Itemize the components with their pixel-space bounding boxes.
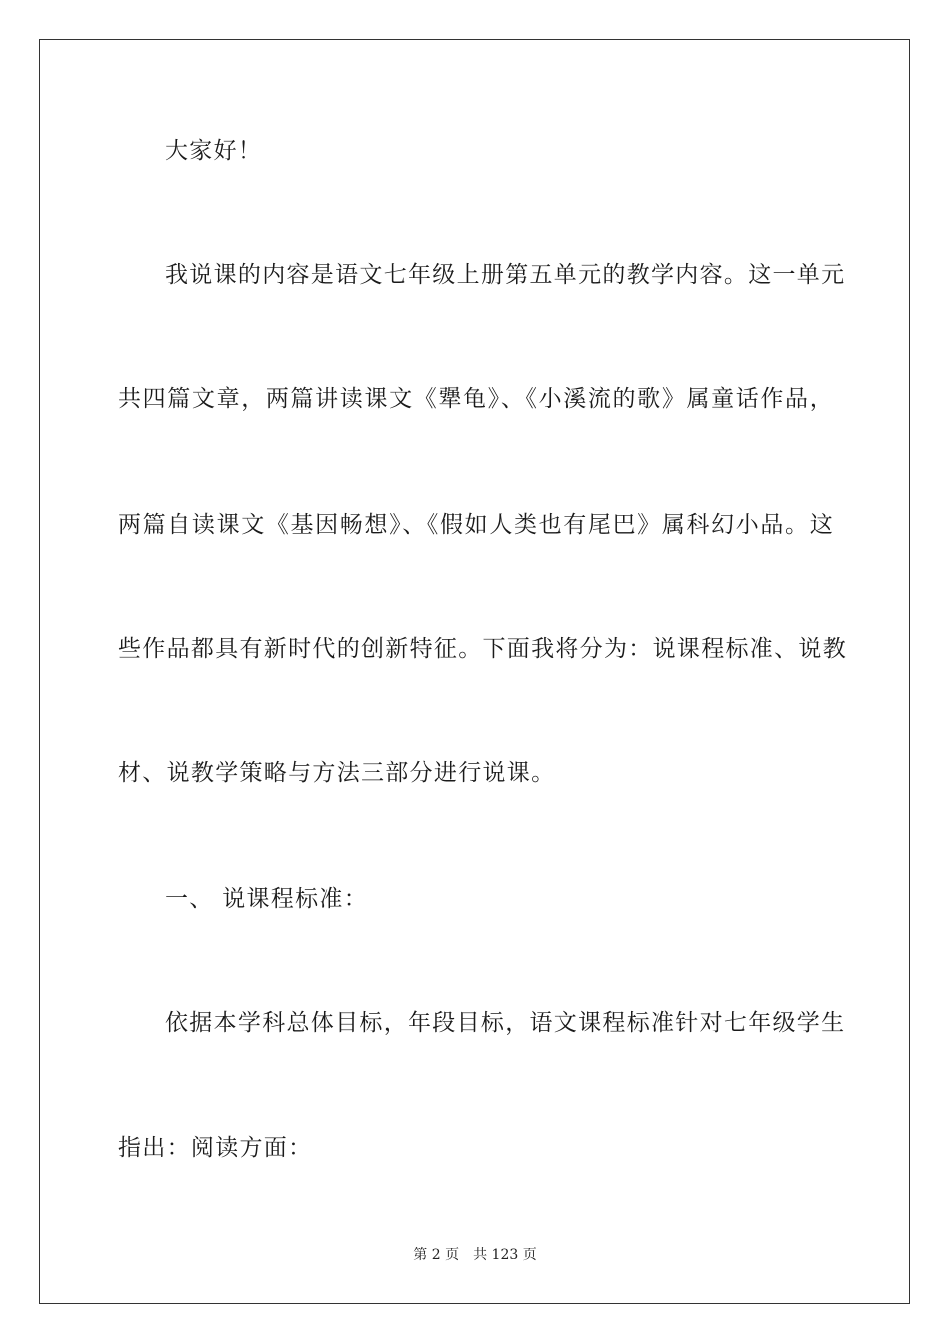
page-footer <box>0 1246 950 1264</box>
section-heading: 一、 说课程标准： <box>165 886 369 912</box>
paragraph-line: 两篇自读课文《基因畅想》、《假如人类也有尾巴》属科幻小品。这 <box>118 512 834 538</box>
paragraph-line: 我说课的内容是语文七年级上册第五单元的教学内容。这一单元 <box>165 262 846 288</box>
total-pages: 共 123 页 <box>473 1247 537 1263</box>
paragraph-line: 指出：阅读方面： <box>118 1135 313 1161</box>
paragraph-line: 依据本学科总体目标，年段目标，语文课程标准针对七年级学生 <box>165 1010 846 1036</box>
page-border <box>39 39 910 1304</box>
greeting-line: 大家好！ <box>165 138 263 164</box>
page-number: 第 2 页 <box>413 1247 460 1263</box>
paragraph-line: 共四篇文章，两篇讲读课文《犟龟》、《小溪流的歌》属童话作品， <box>118 386 834 412</box>
paragraph-line: 些作品都具有新时代的创新特征。下面我将分为：说课程标准、说教 <box>118 636 847 662</box>
paragraph-line: 材、说教学策略与方法三部分进行说课。 <box>118 760 556 786</box>
